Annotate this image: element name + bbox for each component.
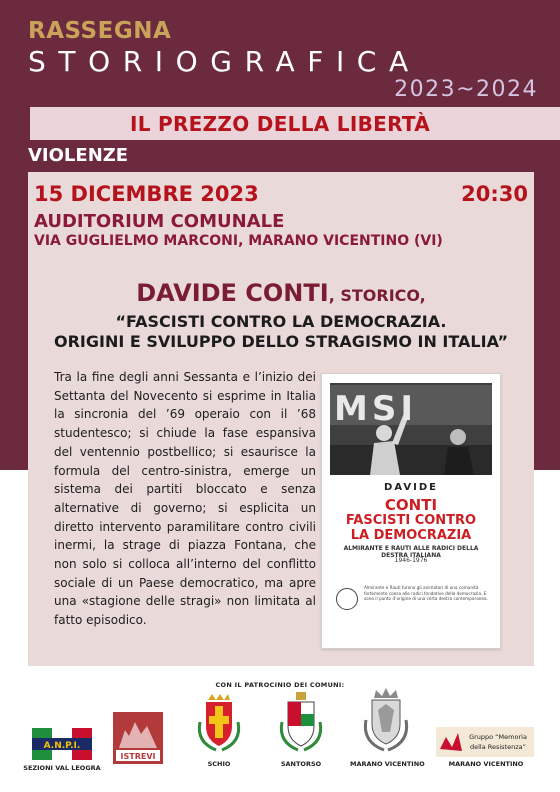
speaker-name: DAVIDE CONTI (136, 279, 329, 307)
series-years: 2023~2024 (394, 77, 538, 102)
speaker-role: , STORICO, (328, 286, 426, 305)
istrevi-logo (113, 712, 163, 764)
event-description: Tra la fine degli anni Sessanta e l’inizio dei Settanta del Novecento si esprime in Italia la sincronia del ’69 operaio con il ’68 studentesco; si chiude la fase espansiva del ventennio postbellico; si esaurisce la formula del centro-sinistra, emerge un sistema dei partiti bloccato e senza alternative di governo; si esplicita un diretto intervento paramilitare contro civili inermi, la strage di piazza Fontana, che non solo si colloca all’interno del conflitto sociale di un Paese democratico, ma apre una «stagione delle stragi» non limitata al fatto episodico. (54, 370, 316, 628)
memoria-caption: MARANO VICENTINO (448, 760, 524, 768)
memoria-logo-text-1: Gruppo “Memoria (469, 733, 527, 741)
event-address: VIA GUGLIELMO MARCONI, MARANO VICENTINO (VI) (34, 233, 443, 249)
anpi-caption: SEZIONI VAL LEOGRA (23, 764, 101, 772)
memoria-logo-text-2: della Resistenza” (469, 743, 527, 751)
santorso-shield-icon (276, 692, 326, 754)
schio-caption: SCHIO (207, 760, 231, 768)
marano-caption: MARANO VICENTINO (350, 760, 425, 768)
book-author-last: CONTI (384, 496, 438, 514)
cover-sign: MSI (334, 389, 417, 429)
event-time: 20:30 (461, 182, 528, 206)
event-card (28, 172, 534, 666)
book-title-line-2: LA DEMOCRAZIA (350, 528, 472, 543)
sponsors-label: CON IL PATROCINIO DEI COMUNI: (215, 681, 345, 689)
talk-title (28, 312, 534, 352)
series-title: STORIOGRAFICA (28, 45, 421, 78)
marano-vicentino-coat-of-arms (360, 688, 412, 754)
book-blurb: Almirante e Rauti furono gli animatori di una comunità fortemente coesa alle radici fondative della democrazia. E sono il punto d’origine di una certa destra contemporanea. (364, 585, 488, 602)
event-date: 15 DICEMBRE 2023 (34, 182, 259, 206)
schio-shield-icon (194, 692, 244, 754)
memoria-resistenza-logo (436, 727, 534, 757)
book-title-line-1: FASCISTI CONTRO (345, 513, 477, 528)
section-label: VIOLENZE (28, 145, 129, 166)
subtitle-band (30, 107, 560, 140)
book-cover-photo (330, 383, 492, 475)
book-subtitle: ALMIRANTE E RAUTI ALLE RADICI DELLA DESTRA ITALIANA (343, 545, 479, 559)
istrevi-logo-text: ISTREVI (120, 752, 156, 761)
series-label: RASSEGNA (28, 18, 172, 44)
series-subtitle: IL PREZZO DELLA LIBERTÀ (129, 112, 431, 136)
schio-coat-of-arms (194, 692, 244, 754)
book-years: 1946-1976 (394, 557, 428, 564)
santorso-caption: SANTORSO (280, 760, 322, 768)
publisher-seal-icon (336, 588, 358, 610)
event-venue: AUDITORIUM COMUNALE (34, 211, 285, 232)
santorso-coat-of-arms (276, 692, 326, 754)
anpi-logo (32, 728, 92, 760)
anpi-logo-text: A.N.P.I. (43, 741, 81, 751)
book-title (322, 513, 500, 543)
book-cover (321, 373, 501, 649)
book-author-first: DAVIDE (384, 482, 438, 493)
talk-title-line-2: ORIGINI E SVILUPPO DELLO STRAGISMO IN ITALIA” (53, 332, 509, 351)
talk-title-line-1: “FASCISTI CONTRO LA DEMOCRAZIA. (115, 312, 447, 331)
marano-shield-icon (360, 688, 412, 754)
anpi-flag-icon (32, 728, 92, 760)
speaker-line (28, 279, 534, 307)
